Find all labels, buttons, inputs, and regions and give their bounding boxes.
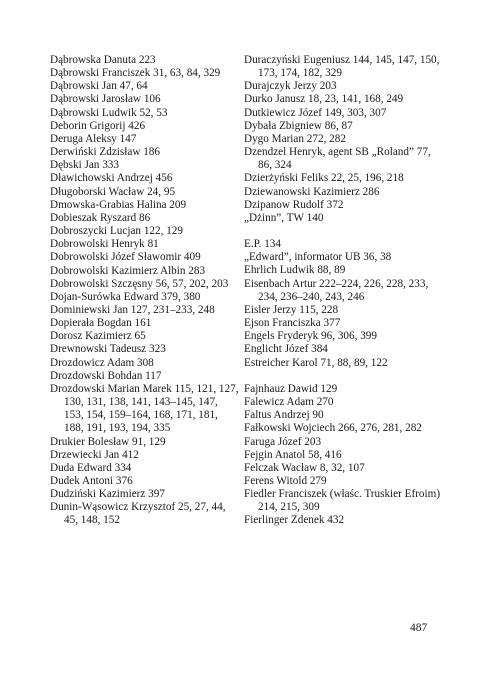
index-entry: Dębski Jan 333 <box>50 159 119 172</box>
index-entry: Dygo Marian 272, 282 <box>244 132 346 145</box>
letter-section-gap <box>244 225 444 238</box>
index-entry: Dobrowolski Józef Sławomir 409 <box>50 251 201 264</box>
index-entry: Eisenbach Artur 222–224, 226, 228, 233, 234, 236–240, 243, 246 <box>244 277 429 303</box>
index-column-right <box>244 54 444 528</box>
index-entry: Dąbrowska Danuta 223 <box>50 54 156 66</box>
letter-section-gap <box>244 370 444 383</box>
index-entry: Dziewanowski Kazimierz 286 <box>244 185 380 198</box>
index-entry: Durko Janusz 18, 23, 141, 168, 249 <box>244 93 404 106</box>
index-entry: E.P. 134 <box>244 238 281 251</box>
index-entry: Duda Edward 334 <box>50 461 132 474</box>
index-entry: Dudek Antoni 376 <box>50 475 133 487</box>
page-number: 487 <box>410 622 428 634</box>
index-entry: Dojan-Surówka Edward 379, 380 <box>50 290 201 303</box>
index-entry: Dobieszak Ryszard 86 <box>50 211 151 224</box>
index-entry: Dutkiewicz Józef 149, 303, 307 <box>244 106 387 119</box>
index-entry: Dzipanow Rudolf 372 <box>244 198 344 211</box>
index-entry: Dąbrowski Franciszek 31, 63, 84, 329 <box>50 67 221 80</box>
index-entry: Dobrowolski Szczęsny 56, 57, 202, 203 <box>50 277 229 290</box>
index-entry: Dopierała Bogdan 161 <box>50 317 152 330</box>
index-entry: Deborin Grigorij 426 <box>50 119 146 132</box>
index-entry: Dzierżyński Feliks 22, 25, 196, 218 <box>244 172 404 185</box>
index-entry: Drukier Bolesław 91, 129 <box>50 435 166 448</box>
index-entry: Dąbrowski Jarosław 106 <box>50 93 161 106</box>
index-entry: Dunin-Wąsowicz Krzysztof 25, 27, 44, 45, 148, 152 <box>50 501 226 527</box>
index-entry: Duraczyński Eugeniusz 144, 145, 147, 150, 173, 174, 182, 329 <box>244 54 440 80</box>
index-entry: Dławichowski Andrzej 456 <box>50 172 173 185</box>
index-entry: Ferens Witold 279 <box>244 474 327 487</box>
index-entry: Dorosz Kazimierz 65 <box>50 330 146 343</box>
index-entry: Derwiński Zdzisław 186 <box>50 146 160 159</box>
index-entry: Fejgin Anatol 58, 416 <box>244 448 342 461</box>
index-column-left <box>50 54 240 528</box>
index-entry: Estreicher Karol 71, 88, 89, 122 <box>244 356 388 369</box>
index-entry: Fierlinger Zdenek 432 <box>244 514 345 527</box>
index-entry: Faltus Andrzej 90 <box>244 409 324 422</box>
index-entry: Drewnowski Tadeusz 323 <box>50 343 166 356</box>
index-entry: Ejson Franciszka 377 <box>244 317 341 330</box>
index-entry: Drozdowski Bohdan 117 <box>50 369 162 382</box>
index-entry: Dzendzel Henryk, agent SB „Roland” 77, 86, 324 <box>244 146 431 172</box>
index-entry: Engels Fryderyk 96, 306, 399 <box>244 330 377 343</box>
index-entry: Dmowska-Grabias Halina 209 <box>50 198 187 211</box>
index-entry: Dobroszycki Lucjan 122, 129 <box>50 225 183 238</box>
index-entry: Drozdowicz Adam 308 <box>50 356 154 369</box>
index-entry: Faruga Józef 203 <box>244 435 322 448</box>
index-entry: Fajnhauz Dawid 129 <box>244 382 338 395</box>
index-entry: Długoborski Wacław 24, 95 <box>50 185 176 198</box>
index-entry: „Dżinn”, TW 140 <box>244 211 324 224</box>
index-entry: Dąbrowski Ludwik 52, 53 <box>50 106 168 119</box>
index-entry: Dudziński Kazimierz 397 <box>50 488 165 501</box>
index-entry: Deruga Aleksy 147 <box>50 132 137 145</box>
index-entry: Falewicz Adam 270 <box>244 396 334 409</box>
index-entry: „Edward”, informator UB 36, 38 <box>244 251 392 264</box>
index-entry: Dąbrowski Jan 47, 64 <box>50 80 148 93</box>
index-entry: Drozdowski Marian Marek 115, 121, 127, 130, 131, 138, 141, 143–145, 147, 153, 154, 159–164, 168, 171, 181, 188, 191, 193, 194, 335 <box>50 382 239 435</box>
index-entry: Eisler Jerzy 115, 228 <box>244 303 339 316</box>
index-entry: Felczak Wacław 8, 32, 107 <box>244 461 365 474</box>
index-entry: Englicht Józef 384 <box>244 343 328 356</box>
index-entry: Dobrowolski Henryk 81 <box>50 238 159 251</box>
index-entry: Dominiewski Jan 127, 231–233, 248 <box>50 303 215 316</box>
index-entry: Drzewiecki Jan 412 <box>50 448 139 461</box>
index-entry: Fiedler Franciszek (właśc. Truskier Efroim) 214, 215, 309 <box>244 488 441 514</box>
index-entry: Fałkowski Wojciech 266, 276, 281, 282 <box>244 422 422 435</box>
index-entry: Dobrowolski Kazimierz Albin 283 <box>50 264 206 277</box>
index-entry: Ehrlich Ludwik 88, 89 <box>244 264 346 277</box>
index-entry: Dybała Zbigniew 86, 87 <box>244 119 353 132</box>
index-entry: Durajczyk Jerzy 203 <box>244 80 337 93</box>
